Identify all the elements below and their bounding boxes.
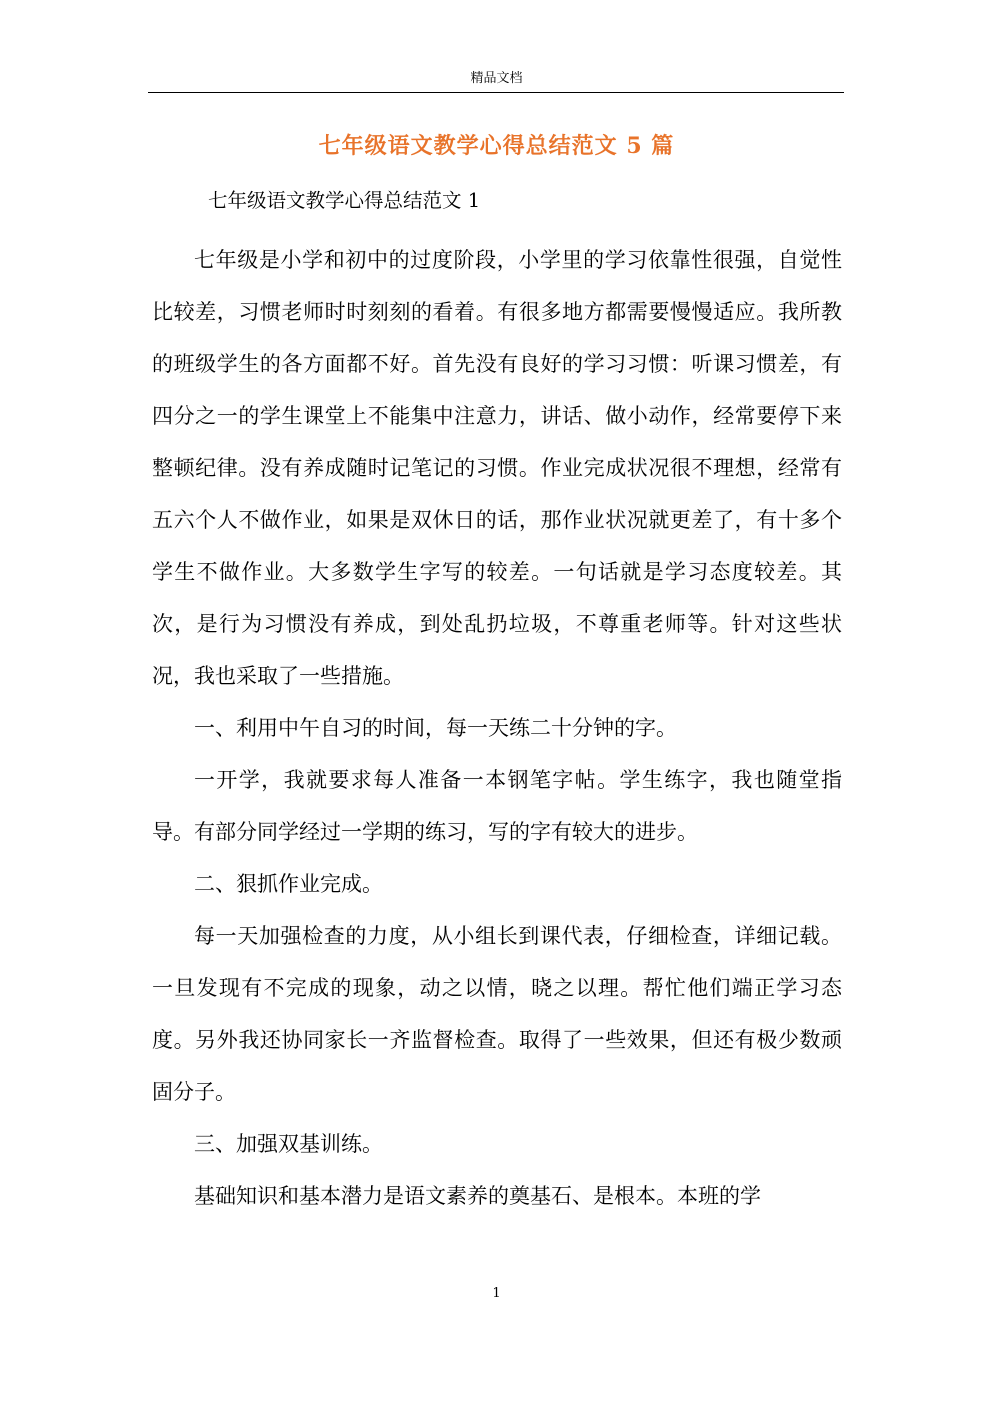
page-number: 1 bbox=[492, 1286, 501, 1301]
header-divider bbox=[148, 92, 844, 93]
section-heading: 七年级语文教学心得总结范文 1 bbox=[208, 189, 481, 212]
paragraph: 二、狠抓作业完成。 bbox=[194, 872, 383, 896]
paragraph: 一、利用中午自习的时间，每一天练二十分钟的字。 bbox=[194, 716, 677, 740]
document-title: 七年级语文教学心得总结范文 5 篇 bbox=[318, 133, 675, 159]
header-label: 精品文档 bbox=[470, 71, 523, 86]
paragraph: 七年级是小学和初中的过度阶段，小学里的学习依靠性很强，自觉性比较差，习惯老师时时刻刻的看着。有很多地方都需要慢慢适应。我所教的班级学生的各方面都不好。首先没有良好的学习习惯：听课习惯差，有四分之一的学生课堂上不能集中注意力，讲话、做小动作，经常要停下来整顿纪律。没有养成随时记笔记的习惯。作业完成状况很不理想，经常有五六个人不做作业，如果是双休日的话，那作业状况就更差了，有十多个学生不做作业。大多数学生字写的较差。一句话就是学习态度较差。其次，是行为习惯没有养成，到处乱扔垃圾，不尊重老师等。针对这些状况，我也采取了一些措施。 bbox=[152, 248, 842, 688]
paragraph: 一开学，我就要求每人准备一本钢笔字帖。学生练字，我也随堂指导。有部分同学经过一学期的练习，写的字有较大的进步。 bbox=[152, 768, 842, 844]
paragraph: 基础知识和基本潜力是语文素养的奠基石、是根本。本班的学 bbox=[194, 1184, 761, 1208]
body-text bbox=[152, 234, 842, 1222]
paragraph: 每一天加强检查的力度，从小组长到课代表，仔细检查，详细记载。一旦发现有不完成的现象，动之以情，晓之以理。帮忙他们端正学习态度。另外我还协同家长一齐监督检查。取得了一些效果，但还有极少数顽固分子。 bbox=[152, 924, 842, 1104]
paragraph: 三、加强双基训练。 bbox=[194, 1132, 383, 1156]
